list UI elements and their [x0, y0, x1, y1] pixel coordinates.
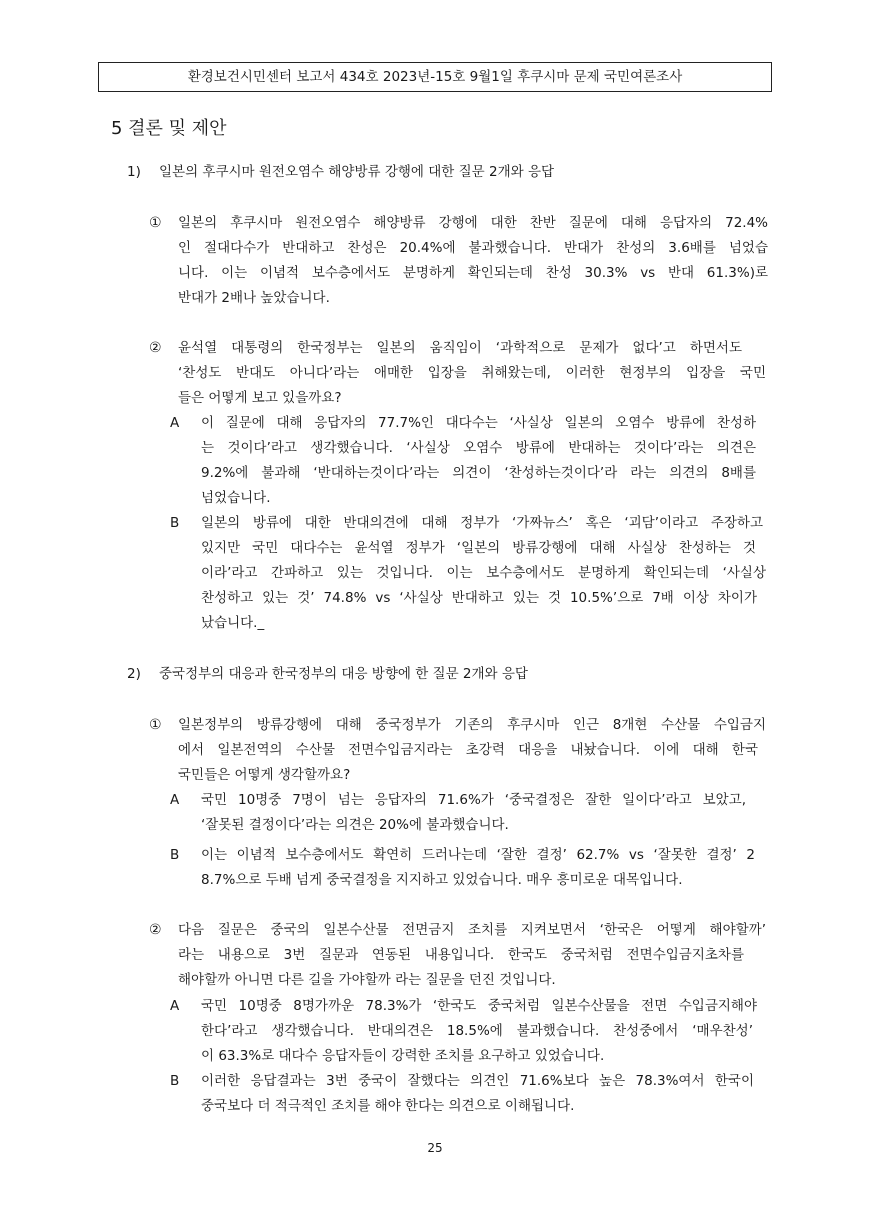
paragraph-line: 라는 내용으로 3번 질문과 연동된 내용입니다. 한국도 중국처럼 전면수입금지초차를 [178, 947, 744, 963]
paragraph-line: 들은 어떻게 보고 있을까요? [178, 390, 342, 406]
subsection-2-number: 2) [127, 666, 141, 682]
paragraph-line: ‘잘못된 결정이다’라는 의견은 20%에 불과했습니다. [201, 817, 509, 833]
paragraph-line: 반대가 2배나 높았습니다. [178, 290, 330, 306]
report-header: 환경보건시민센터 보고서 434호 2023년-15호 9월1일 후쿠시마 문제 국민여론조사 [98, 62, 772, 92]
item-marker: ② [149, 922, 162, 938]
paragraph-line: 국민 10명중 8명가까운 78.3%가 ‘한국도 중국처럼 일본수산물을 전면 수입금지해야 [201, 998, 757, 1014]
sub-item-marker: A [170, 792, 180, 808]
sub-item-marker: B [170, 847, 180, 863]
paragraph-line: 한다’라고 생각했습니다. 반대의견은 18.5%에 불과했습니다. 찬성중에서 ‘매우찬성’ [201, 1023, 753, 1039]
paragraph-line: 이 63.3%로 대다수 응답자들이 강력한 조치를 요구하고 있었습니다. [201, 1048, 605, 1064]
sub-item-marker: B [170, 1073, 180, 1089]
paragraph-line: 이는 이념적 보수층에서도 확연히 드러나는데 ‘잘한 결정’ 62.7% vs ‘잘못한 결정’ 2 [201, 847, 755, 863]
sub-item-marker: B [170, 515, 180, 531]
paragraph-line: 국민 10명중 7명이 넘는 응답자의 71.6%가 ‘중국결정은 잘한 일이다’라고 보았고, [201, 792, 746, 808]
paragraph-line: 일본의 후쿠시마 원전오염수 해양방류 강행에 대한 찬반 질문에 대해 응답자의 72.4% [178, 215, 768, 231]
paragraph-line: 이라’라고 간파하고 있는 것입니다. 이는 보수층에서도 분명하게 확인되는데 ‘사실상 [201, 565, 766, 581]
subsection-1-number: 1) [127, 164, 141, 180]
paragraph-line: 8.7%으로 두배 넘게 중국결정을 지지하고 있었습니다. 매우 흥미로운 대목입니다. [201, 872, 683, 888]
sub-item-marker: A [170, 415, 180, 431]
section-title: 5 결론 및 제안 [111, 118, 227, 139]
paragraph-line: 일본정부의 방류강행에 대해 중국정부가 기존의 후쿠시마 인근 8개현 수산물 수입금지 [178, 717, 766, 733]
paragraph-line: 윤석열 대통령의 한국정부는 일본의 움직임이 ‘과학적으로 문제가 없다’고 하면서도 [178, 340, 742, 356]
paragraph-line: 국민들은 어떻게 생각할까요? [178, 767, 351, 783]
paragraph-line: 찬성하고 있는 것’ 74.8% vs ‘사실상 반대하고 있는 것 10.5%’으로 7배 이상 차이가 [201, 590, 757, 606]
page-number: 25 [427, 1141, 443, 1155]
item-marker: ② [149, 340, 162, 356]
paragraph-line: 는 것이다’라고 생각했습니다. ‘사실상 오염수 방류에 반대하는 것이다’라는 의견은 [201, 440, 756, 456]
paragraph-line: 있지만 국민 대다수는 윤석열 정부가 ‘일본의 방류강행에 대해 사실상 찬성하는 것 [201, 540, 756, 556]
subsection-1-title: 일본의 후쿠시마 원전오염수 해양방류 강행에 대한 질문 2개와 응답 [159, 164, 555, 180]
paragraph-line: 에서 일본전역의 수산물 전면수입금지라는 초강력 대응을 내놨습니다. 이에 대해 한국 [178, 742, 758, 758]
sub-item-marker: A [170, 998, 180, 1014]
subsection-2-title: 중국정부의 대응과 한국정부의 대응 방향에 한 질문 2개와 응답 [159, 666, 528, 682]
paragraph-line: ‘찬성도 반대도 아니다’라는 애매한 입장을 취해왔는데, 이러한 현정부의 입장을 국민 [178, 365, 766, 381]
paragraph-line: 넘었습니다. [201, 490, 271, 506]
paragraph-line: 이 질문에 대해 응답자의 77.7%인 대다수는 ‘사실상 일본의 오염수 방류에 찬성하 [201, 415, 756, 431]
item-marker: ① [149, 215, 162, 231]
paragraph-line: 니다. 이는 이념적 보수층에서도 분명하게 확인되는데 찬성 30.3% vs 반대 61.3%)로 [178, 265, 768, 281]
paragraph-line: 이러한 응답결과는 3번 중국이 잘했다는 의견인 71.6%보다 높은 78.3%여서 한국이 [201, 1073, 754, 1089]
paragraph-line: 일본의 방류에 대한 반대의견에 대해 정부가 ‘가짜뉴스’ 혹은 ‘괴담’이라고 주장하고 [201, 515, 763, 531]
paragraph-line: 9.2%에 불과해 ‘반대하는것이다’라는 의견이 ‘찬성하는것이다’라 라는 의견의 8배를 [201, 465, 756, 481]
item-marker: ① [149, 717, 162, 733]
paragraph-line: 해야할까 아니면 다른 길을 가야할까 라는 질문을 던진 것입니다. [178, 972, 556, 988]
paragraph-line: 인 절대다수가 반대하고 찬성은 20.4%에 불과했습니다. 반대가 찬성의 3.6배를 넘었습 [178, 240, 768, 256]
paragraph-line: 났습니다._ [201, 615, 265, 631]
paragraph-line: 중국보다 더 적극적인 조치를 해야 한다는 의견으로 이해됩니다. [201, 1098, 575, 1114]
paragraph-line: 다음 질문은 중국의 일본수산물 전면금지 조치를 지켜보면서 ‘한국은 어떻게 해야할까’ [178, 922, 766, 938]
